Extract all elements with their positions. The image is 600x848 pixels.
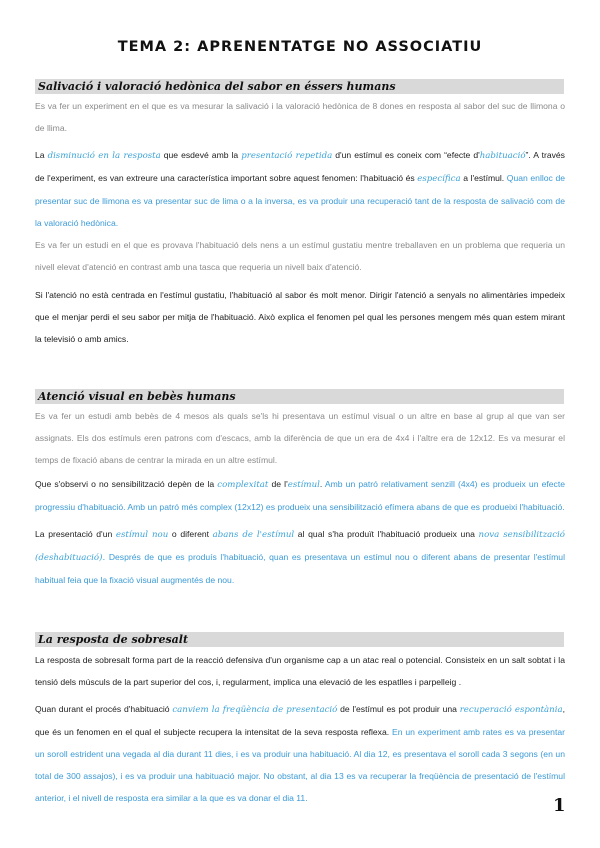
- paragraph: Es va fer un estudi amb bebès de 4 mesos als quals se'ls hi presentava un estímul visual o un altre en base al grup al que van ser assignats. Els dos estímuls eren patrons com d'escacs, amb la diferència de que un era de 4x4 i l'altre era de 12x12. Es va mesurar el temps de fixació abans de centrar la mirada en un altre estímul.: [35, 411, 565, 465]
- highlight-term: abans de l'estímul: [212, 530, 295, 540]
- blue-text-run: Després de que es produís l'habituació, quan es presentava un estímul nou o diferent abans de presentar l'estímul habitual feia que la fixació visual augmentés de nou.: [35, 552, 565, 585]
- blue-text-run: En un experiment amb rates es va presentar un soroll estrident una vegada al dia durant 11 dies, i es va produir una habituació. Al dia 12, es presentava el soroll cada 3 segons (en un total de 300 assajos), i es va produir una habituació major. No obstant, al dia 13 es va recuperar la freqüència de presentació de l'estímul anterior, i el nivell de resposta era similar a la que es va donar el dia 11.: [35, 727, 565, 803]
- text-run: d'un estímul es coneix com “efecte d': [332, 150, 480, 160]
- section-heading-sobresalt: [35, 632, 564, 647]
- text-run: Que s'observi o no sensibilització depèn de la: [35, 479, 218, 489]
- paragraph: Es va fer un estudi en el que es provava l'habituació dels nens a un estímul gustatiu mentre treballaven en un problema que requeria un nivell elevat d'atenció en contrast amb una tasca que requeria un nivell baix d'atenció.: [35, 240, 565, 272]
- text-run: , que és un fenomen en el qual el subjecte recupera la intensitat de la seva resposta reflexa.: [35, 704, 565, 737]
- highlight-term: presentació repetida: [241, 151, 333, 161]
- text-run: a l'estímul.: [460, 173, 507, 183]
- text-run: ”. A través de l'experiment, es van extreure una característica important sobre aquest fenomen: l'habituació és: [35, 150, 565, 183]
- paragraph: La resposta de sobresalt forma part de la reacció defensiva d'un organisme cap a un atac real o potencial. Consisteix en un salt sobtat i la tensió dels músculs de la part superior del cos, i, regularment, implica una elevació de les espatlles i parpelleig .: [35, 655, 565, 687]
- highlight-term: complexitat: [217, 480, 269, 490]
- paragraph: Es va fer un experiment en el que es va mesurar la salivació i la valoració hedònica de 8 dones en resposta al sabor del suc de llimona o de llima.: [35, 101, 565, 133]
- text-run: Quan durant el procés d'habituació: [35, 704, 173, 714]
- text-run: de l': [268, 479, 288, 489]
- text-run: La: [35, 150, 48, 160]
- highlight-term: estímul: [287, 480, 320, 490]
- page-number: 1: [553, 795, 566, 816]
- paragraph: [35, 473, 565, 518]
- paragraph: [35, 698, 565, 809]
- section-heading-text: La resposta de sobresalt: [38, 633, 189, 646]
- text-run: o diferent: [168, 529, 213, 539]
- blue-text-run: Quan enlloc de presentar suc de llimona es va presentar suc de lima o a la inversa, es va produir una recuperació tant de la resposta de salivació com de la valoració hedònica.: [35, 173, 566, 228]
- paragraph: Si l'atenció no està centrada en l'estímul gustatiu, l'habituació al sabor és molt menor. Dirigir l'atenció a senyals no alimentàries impedeix que el menjar perdi el seu sabor per mitja de l'habituació. Això explica el fenomen pel qual les persones mengem més quan estem mirant la televisió o amb amics.: [35, 290, 565, 344]
- highlight-term: nova sensibilització (deshabituació).: [35, 530, 565, 563]
- section-heading-atencio: [35, 389, 564, 404]
- highlight-term: estímul nou: [115, 530, 169, 540]
- paragraph: [35, 144, 565, 234]
- section-heading-text: Atenció visual en bebès humans: [38, 390, 236, 403]
- text-run: de l'estímul es pot produir una: [337, 704, 460, 714]
- paragraph: [35, 523, 565, 591]
- highlight-term: específica: [417, 174, 461, 184]
- text-run: .: [319, 479, 325, 489]
- highlight-term: recuperació espontània: [459, 705, 563, 715]
- blue-text-run: Amb un patró relativament senzill (4x4) es produeix un efecte progressiu d'habituació. Amb un patró més complex (12x12) es produeix una sensibilització efímera abans de que es produeixi l'habituació.: [35, 479, 565, 512]
- highlight-term: habituació: [479, 151, 526, 161]
- highlight-term: disminució en la resposta: [47, 151, 161, 161]
- section-heading-text: Salivació i valoració hedònica del sabor en éssers humans: [38, 80, 396, 93]
- text-run: que esdevé amb la: [160, 150, 242, 160]
- page-title: TEMA 2: APRENENTATGE NO ASSOCIATIU: [117, 39, 483, 55]
- text-run: La presentació d'un: [35, 529, 116, 539]
- section-heading-salivacio: [35, 79, 564, 94]
- highlight-term: canviem la freqüència de presentació: [172, 705, 338, 715]
- text-run: al qual s'ha produït l'habituació produeix una: [294, 529, 479, 539]
